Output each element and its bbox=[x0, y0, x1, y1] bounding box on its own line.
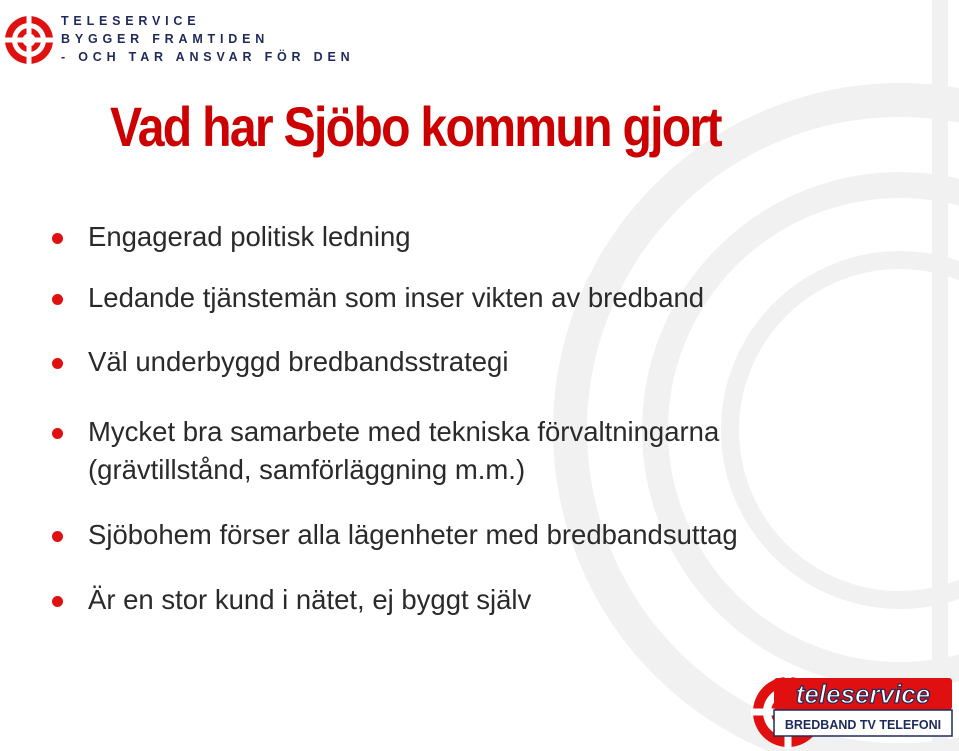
bullet-dot-icon bbox=[52, 531, 63, 542]
bullet-text: Mycket bra samarbete med tekniska förvaltningarna bbox=[88, 416, 720, 447]
bullet-text: Sjöbohem förser alla lägenheter med bredbandsuttag bbox=[88, 519, 738, 550]
header-tagline bbox=[61, 12, 354, 66]
bullet-dot-icon bbox=[52, 358, 63, 369]
tagline-line-2: BYGGER FRAMTIDEN bbox=[61, 32, 270, 46]
bullet-dot-icon bbox=[52, 428, 63, 439]
bullet-dot-icon bbox=[52, 294, 63, 305]
bullet-dot-icon bbox=[52, 596, 63, 607]
slide-title: Vad har Sjöbo kommun gjort bbox=[110, 95, 721, 158]
teleservice-logo bbox=[750, 674, 955, 750]
crosshair-icon bbox=[4, 15, 54, 65]
bullet-text: Engagerad politisk ledning bbox=[88, 221, 411, 252]
bullet-text: Är en stor kund i nätet, ej byggt själv bbox=[88, 584, 532, 615]
logo-brand-text: teleservice bbox=[795, 679, 931, 709]
bullet-text: Väl underbyggd bredbandsstrategi bbox=[88, 346, 509, 377]
tagline-line-3: - OCH TAR ANSVAR FÖR DEN bbox=[61, 50, 355, 64]
bullet-dot-icon bbox=[52, 233, 63, 244]
bullet-text-continued: (grävtillstånd, samförläggning m.m.) bbox=[88, 454, 526, 485]
bullet-text: Ledande tjänstemän som inser vikten av bredband bbox=[88, 282, 705, 313]
tagline-line-1: TELESERVICE bbox=[61, 14, 201, 28]
logo-subtitle-text: BREDBAND TV TELEFONI bbox=[784, 718, 942, 732]
